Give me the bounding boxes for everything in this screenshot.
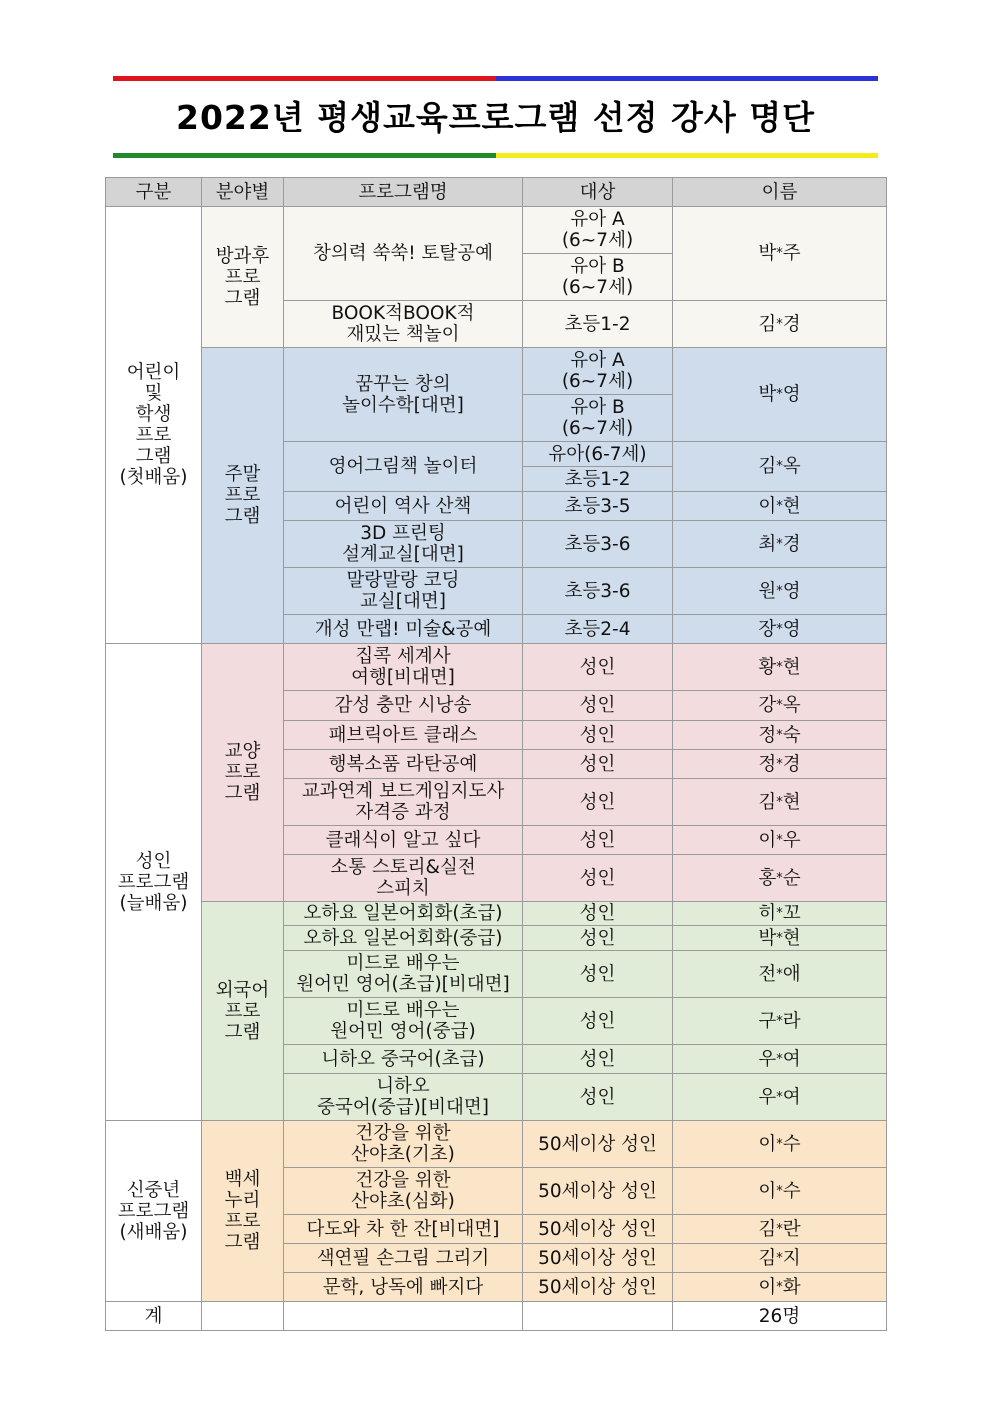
program-cell: 패브릭아트 클래스 [284, 721, 523, 750]
name-cell: 김*경 [673, 301, 887, 348]
header-program: 프로그램명 [284, 178, 523, 207]
name-cell: 원*영 [673, 568, 887, 615]
field-weekend: 주말 프로 그램 [202, 348, 284, 644]
name-cell: 홍*순 [673, 855, 887, 902]
table-row [106, 902, 887, 926]
total-empty [284, 1302, 523, 1331]
name-cell: 김*지 [673, 1244, 887, 1273]
name-cell: 이*화 [673, 1273, 887, 1302]
program-cell: 행복소품 라탄공예 [284, 750, 523, 779]
field-afterschool: 방과후 프로 그램 [202, 207, 284, 348]
field-baekse: 백세 누리 프로 그램 [202, 1121, 284, 1302]
program-cell: 말랑말랑 코딩 교실[대면] [284, 568, 523, 615]
name-cell: 전*애 [673, 951, 887, 998]
name-cell: 이*수 [673, 1168, 887, 1215]
name-cell: 이*수 [673, 1121, 887, 1168]
header-row [106, 178, 887, 207]
target-cell: 성인 [523, 750, 673, 779]
target-cell: 50세이상 성인 [523, 1215, 673, 1244]
title-bottom-bar-green [113, 153, 496, 158]
name-cell: 우*여 [673, 1074, 887, 1121]
group-senior: 신중년 프로그램 (새배움) [106, 1121, 202, 1302]
header-target: 대상 [523, 178, 673, 207]
name-cell: 박*주 [673, 207, 887, 301]
name-cell: 히*꼬 [673, 902, 887, 926]
program-cell: 집콕 세계사 여행[비대면] [284, 644, 523, 691]
name-cell: 장*영 [673, 615, 887, 644]
name-cell: 황*현 [673, 644, 887, 691]
target-cell: 초등3-6 [523, 521, 673, 568]
total-row [106, 1302, 887, 1331]
target-cell: 성인 [523, 644, 673, 691]
table-row [106, 1121, 887, 1168]
field-language: 외국어 프로 그램 [202, 902, 284, 1121]
program-cell: 교과연계 보드게임지도사 자격증 과정 [284, 779, 523, 826]
target-cell: 성인 [523, 951, 673, 998]
target-cell: 성인 [523, 779, 673, 826]
table-row [106, 348, 887, 395]
target-cell: 초등3-6 [523, 568, 673, 615]
document-title: 2022년 평생교육프로그램 선정 강사 명단 [176, 98, 815, 137]
program-cell: 미드로 배우는 원어민 영어(중급) [284, 998, 523, 1045]
target-cell: 성인 [523, 1074, 673, 1121]
program-cell: 창의력 쑥쑥! 토탈공예 [284, 207, 523, 301]
target-cell: 성인 [523, 998, 673, 1045]
name-cell: 박*영 [673, 348, 887, 442]
group-adult: 성인 프로그램 (늘배움) [106, 644, 202, 1121]
title-bottom-bar-yellow [496, 153, 878, 158]
target-cell: 성인 [523, 855, 673, 902]
program-cell: 어린이 역사 산책 [284, 492, 523, 521]
title-top-bar-blue [496, 76, 878, 81]
target-cell: 성인 [523, 691, 673, 721]
target-cell: 유아 A (6~7세) [523, 207, 673, 254]
program-cell: 건강을 위한 산야초(심화) [284, 1168, 523, 1215]
program-cell: 미드로 배우는 원어민 영어(초급)[비대면] [284, 951, 523, 998]
target-cell: 유아 B (6~7세) [523, 395, 673, 442]
title-top-bar-red [113, 76, 496, 81]
program-cell: 소통 스토리&실전 스피치 [284, 855, 523, 902]
table-row [106, 207, 887, 254]
name-cell: 박*현 [673, 926, 887, 951]
target-cell: 50세이상 성인 [523, 1168, 673, 1215]
name-cell: 구*라 [673, 998, 887, 1045]
total-count: 26명 [673, 1302, 887, 1331]
target-cell: 성인 [523, 1045, 673, 1074]
target-cell: 50세이상 성인 [523, 1244, 673, 1273]
name-cell: 김*현 [673, 779, 887, 826]
target-cell: 유아 A (6~7세) [523, 348, 673, 395]
target-cell: 성인 [523, 926, 673, 951]
program-cell: 클래식이 알고 싶다 [284, 826, 523, 855]
program-cell: 오하요 일본어회화(중급) [284, 926, 523, 951]
header-category: 구분 [106, 178, 202, 207]
name-cell: 정*경 [673, 750, 887, 779]
name-cell: 김*란 [673, 1215, 887, 1244]
program-cell: 색연필 손그림 그리기 [284, 1244, 523, 1273]
program-cell: 니하오 중국어(초급) [284, 1045, 523, 1074]
name-cell: 우*여 [673, 1045, 887, 1074]
name-cell: 이*우 [673, 826, 887, 855]
total-label: 계 [106, 1302, 202, 1331]
program-cell: 오하요 일본어회화(초급) [284, 902, 523, 926]
program-cell: 3D 프린팅 설계교실[대면] [284, 521, 523, 568]
total-empty [523, 1302, 673, 1331]
name-cell: 이*현 [673, 492, 887, 521]
program-cell: 개성 만랩! 미술&공예 [284, 615, 523, 644]
program-cell: 꿈꾸는 창의 놀이수학[대면] [284, 348, 523, 442]
target-cell: 50세이상 성인 [523, 1121, 673, 1168]
program-cell: 다도와 차 한 잔[비대면] [284, 1215, 523, 1244]
program-cell: 감성 충만 시낭송 [284, 691, 523, 721]
target-cell: 50세이상 성인 [523, 1273, 673, 1302]
field-culture: 교양 프로 그램 [202, 644, 284, 902]
table-row [106, 644, 887, 691]
name-cell: 김*옥 [673, 442, 887, 492]
program-cell: 건강을 위한 산야초(기초) [284, 1121, 523, 1168]
target-cell: 성인 [523, 902, 673, 926]
target-cell: 초등1-2 [523, 467, 673, 492]
target-cell: 초등3-5 [523, 492, 673, 521]
header-field: 분야별 [202, 178, 284, 207]
total-empty [202, 1302, 284, 1331]
target-cell: 유아(6-7세) [523, 442, 673, 467]
name-cell: 최*경 [673, 521, 887, 568]
program-cell: 영어그림책 놀이터 [284, 442, 523, 492]
target-cell: 유아 B (6~7세) [523, 254, 673, 301]
target-cell: 초등1-2 [523, 301, 673, 348]
name-cell: 정*숙 [673, 721, 887, 750]
target-cell: 성인 [523, 721, 673, 750]
target-cell: 초등2-4 [523, 615, 673, 644]
name-cell: 강*옥 [673, 691, 887, 721]
group-children: 어린이 및 학생 프로 그램 (첫배움) [106, 207, 202, 644]
program-cell: BOOK적BOOK적 재밌는 책놀이 [284, 301, 523, 348]
program-cell: 니하오 중국어(중급)[비대면] [284, 1074, 523, 1121]
target-cell: 성인 [523, 826, 673, 855]
instructor-table [105, 177, 887, 1331]
program-cell: 문학, 낭독에 빠지다 [284, 1273, 523, 1302]
header-name: 이름 [673, 178, 887, 207]
